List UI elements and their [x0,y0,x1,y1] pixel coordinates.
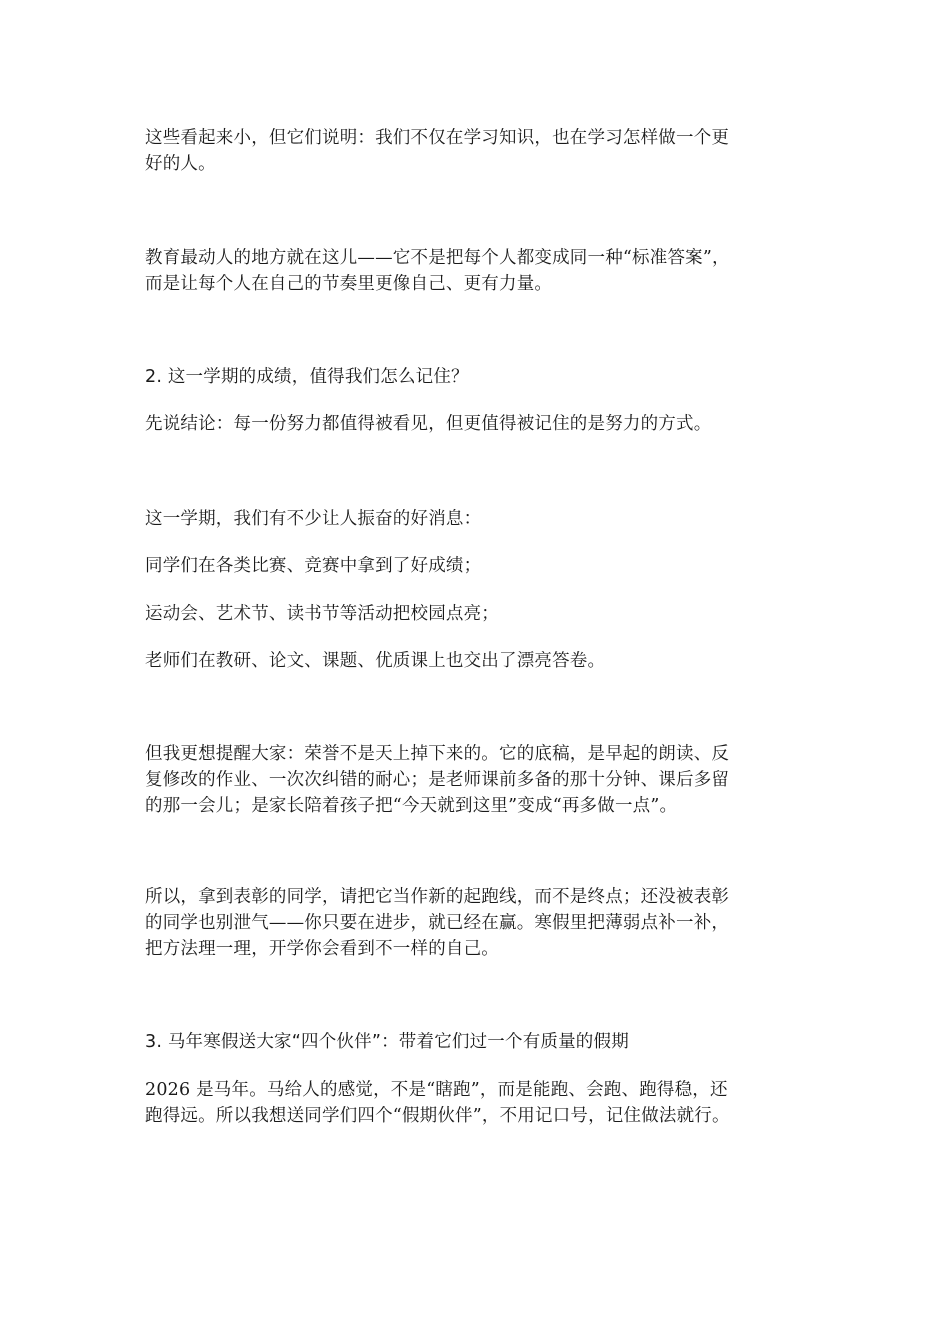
paragraph-encouragement [145,884,805,962]
text-line: 同学们在各类比赛、竞赛中拿到了好成绩； [145,556,482,576]
text-line: 跑得远。所以我想送同学们四个“假期伙伴”，不用记口号，记住做法就行。 [145,1106,730,1126]
heading-text: 3. 马年寒假送大家“四个伙伴”：带着它们过一个有质量的假期 [145,1032,629,1052]
text-line: 而是让每个人在自己的节奏里更像自己、更有力量。 [145,274,553,294]
text-line: 2026 是马年。马给人的感觉，不是“瞎跑”，而是能跑、会跑、跑得稳，还 [145,1080,728,1100]
paragraph-competitions [145,553,805,579]
text-line: 好的人。 [145,154,216,174]
text-line: 所以，拿到表彰的同学，请把它当作新的起跑线，而不是终点；还没被表彰 [145,887,730,907]
paragraph-good-news-intro [145,506,805,532]
text-line: 教育最动人的地方就在这儿——它不是把每个人都变成同一种“标准答案”， [145,248,730,268]
text-line: 先说结论：每一份努力都值得被看见，但更值得被记住的是努力的方式。 [145,414,712,434]
paragraph-horse-year [145,1077,805,1129]
paragraph-honor-reminder [145,741,805,819]
text-line: 运动会、艺术节、读书节等活动把校园点亮； [145,604,499,624]
paragraph-teachers [145,648,805,674]
paragraph-education-meaning [145,245,805,297]
text-line: 复修改的作业、一次次纠错的耐心；是老师课前多备的那十分钟、课后多留 [145,770,730,790]
section-heading-2 [145,364,805,390]
text-line: 这些看起来小，但它们说明：我们不仅在学习知识，也在学习怎样做一个更 [145,128,730,148]
text-line: 的同学也别泄气——你只要在进步，就已经在赢。寒假里把薄弱点补一补， [145,913,730,933]
paragraph-growth-note [145,125,805,177]
text-line: 这一学期，我们有不少让人振奋的好消息： [145,509,482,529]
paragraph-conclusion [145,411,805,437]
text-line: 的那一会儿；是家长陪着孩子把“今天就到这里”变成“再多做一点”。 [145,796,678,816]
text-line: 老师们在教研、论文、课题、优质课上也交出了漂亮答卷。 [145,651,606,671]
heading-text: 2. 这一学期的成绩，值得我们怎么记住？ [145,367,469,387]
text-line: 但我更想提醒大家：荣誉不是天上掉下来的。它的底稿，是早起的朗读、反 [145,744,730,764]
text-line: 把方法理一理，开学你会看到不一样的自己。 [145,939,499,959]
section-heading-3 [145,1029,805,1055]
paragraph-activities [145,601,805,627]
